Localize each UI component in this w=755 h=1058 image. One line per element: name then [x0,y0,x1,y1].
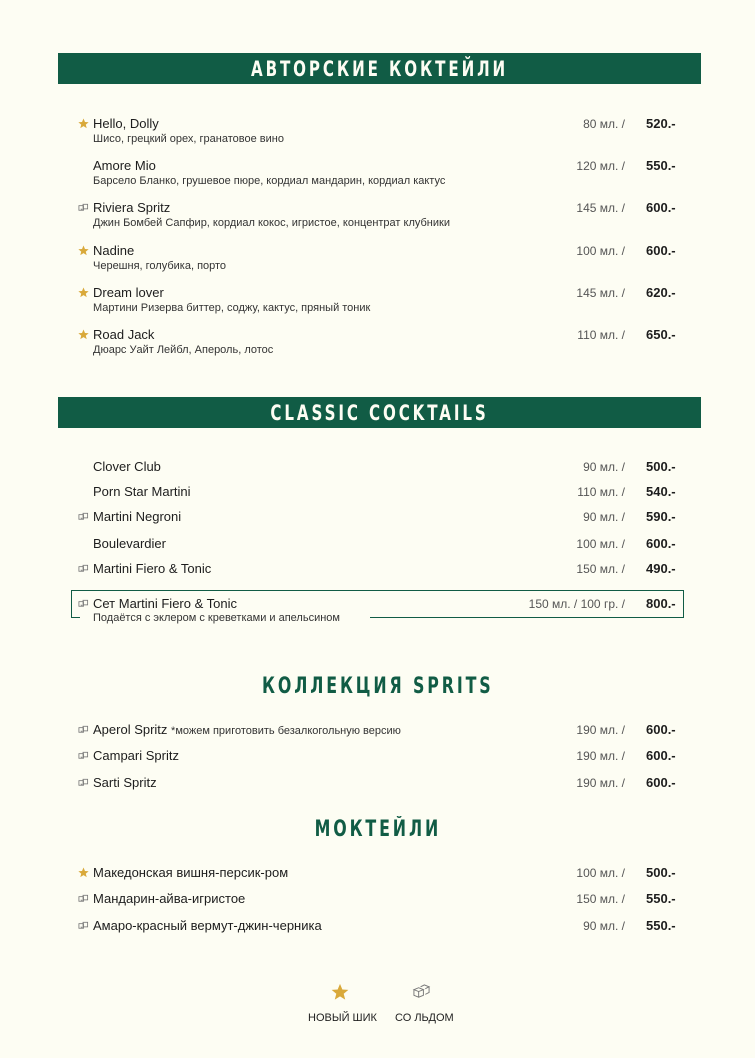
item-price: 600.- [646,200,676,215]
legend-star-label: НОВЫЙ ШИК [308,1012,377,1024]
menu-item[interactable] [0,748,755,768]
item-volume: 100 мл. / [576,244,625,258]
item-name: Sarti Spritz [93,775,157,790]
item-volume: 190 мл. / [576,723,625,737]
item-price: 550.- [646,891,676,906]
item-volume: 190 мл. / [576,776,625,790]
item-desc: Дюарс Уайт Лейбл, Апероль, лотос [93,344,274,356]
item-price: 620.- [646,285,676,300]
star-icon [78,867,89,878]
ice-icon [78,750,89,761]
menu-item[interactable] [0,327,755,356]
menu-item[interactable] [0,200,755,229]
section-title-spritz: КОЛЛЕКЦИЯ SPRITS [261,674,494,699]
item-price: 600.- [646,536,676,551]
menu-item[interactable] [0,285,755,314]
ice-icon [78,202,89,213]
legend-ice-label: СО ЛЬДОМ [395,1012,454,1024]
item-price: 550.- [646,158,676,173]
item-desc: Шисо, грецкий орех, гранатовое вино [93,133,284,145]
item-price: 490.- [646,561,676,576]
star-icon [78,287,89,298]
item-name: Road Jack [93,327,155,342]
item-price: 550.- [646,918,676,933]
item-price: 520.- [646,116,676,131]
ice-icon [78,920,89,931]
ice-icon [78,598,89,609]
ice-icon [78,724,89,735]
section-title-signature: АВТОРСКИЕ КОКТЕЙЛИ [250,56,509,81]
item-volume: 80 мл. / [583,117,625,131]
ice-icon [78,893,89,904]
item-name: Boulevardier [93,536,166,551]
item-price: 540.- [646,484,676,499]
section-banner-signature [58,53,701,84]
item-name: Мандарин-айва-игристое [93,891,246,906]
item-volume: 90 мл. / [583,460,625,474]
item-volume: 90 мл. / [583,510,625,524]
menu-item[interactable] [0,561,755,581]
set-offer-name: Сет Martini Fiero & Tonic [93,596,237,611]
menu-item[interactable] [0,509,755,529]
legend-ice-icon [412,983,431,1001]
item-name: Campari Spritz [93,748,179,763]
item-price: 600.- [646,748,676,763]
item-desc: Черешня, голубика, порто [93,260,227,272]
section-heading-spritz [0,674,755,699]
menu-item[interactable] [0,536,755,556]
menu-item[interactable] [0,158,755,187]
item-volume: 145 мл. / [576,286,625,300]
ice-icon [78,777,89,788]
item-name: Porn Star Martini [93,484,191,499]
item-desc: Джин Бомбей Сапфир, кордиал кокос, игристое, концентрат клубники [93,217,450,229]
item-volume: 100 мл. / [576,866,625,880]
set-offer-item[interactable] [0,596,755,624]
star-icon [78,245,89,256]
legend-star-icon [331,983,349,1001]
item-name: Dream lover [93,285,164,300]
item-volume: 150 мл. / [576,892,625,906]
menu-item[interactable] [0,243,755,272]
set-offer-price: 800.- [646,596,676,611]
item-desc: Мартини Ризерва биттер, соджу, кактус, пряный тоник [93,302,371,314]
section-heading-mocktails [0,817,755,842]
menu-item[interactable] [0,116,755,145]
ice-icon [78,511,89,522]
item-price: 590.- [646,509,676,524]
item-price: 600.- [646,243,676,258]
item-name: Македонская вишня-персик-ром [93,865,289,880]
item-volume: 90 мл. / [583,919,625,933]
item-price: 600.- [646,722,676,737]
item-name: Nadine [93,243,135,258]
item-volume: 120 мл. / [576,159,625,173]
item-price: 650.- [646,327,676,342]
set-offer-volume: 150 мл. / 100 гр. / [528,597,625,611]
item-name: Martini Negroni [93,509,182,524]
section-title-mocktails: МОКТЕЙЛИ [314,817,441,842]
menu-item[interactable] [0,865,755,885]
item-name: Hello, Dolly [93,116,159,131]
item-name: Riviera Spritz [93,200,171,215]
menu-item[interactable] [0,722,755,742]
menu-item[interactable] [0,891,755,911]
item-price: 600.- [646,775,676,790]
item-name: Amore Mio [93,158,156,173]
section-banner-classic [58,397,701,428]
menu-item[interactable] [0,459,755,479]
star-icon [78,329,89,340]
item-volume: 145 мл. / [576,201,625,215]
ice-icon [78,563,89,574]
item-desc: Барсело Бланко, грушевое пюре, кордиал мандарин, кордиал кактус [93,175,446,187]
item-name: Aperol Spritz *можем приготовить безалкогольную версию [93,722,401,737]
menu-item[interactable] [0,918,755,938]
item-volume: 110 мл. / [577,328,625,342]
menu-item[interactable] [0,484,755,504]
item-volume: 150 мл. / [576,562,625,576]
section-title-classic: CLASSIC COCKTAILS [270,400,489,425]
item-name: Martini Fiero & Tonic [93,561,212,576]
item-note: *можем приготовить безалкогольную версию [171,725,401,737]
item-price: 500.- [646,865,676,880]
item-volume: 100 мл. / [576,537,625,551]
item-name: Clover Club [93,459,161,474]
item-name: Амаро-красный вермут-джин-черника [93,918,322,933]
set-offer-desc: Подаётся с эклером с креветками и апельсином [93,612,340,624]
item-volume: 190 мл. / [576,749,625,763]
item-volume: 110 мл. / [577,485,625,499]
star-icon [78,118,89,129]
menu-item[interactable] [0,775,755,795]
item-price: 500.- [646,459,676,474]
